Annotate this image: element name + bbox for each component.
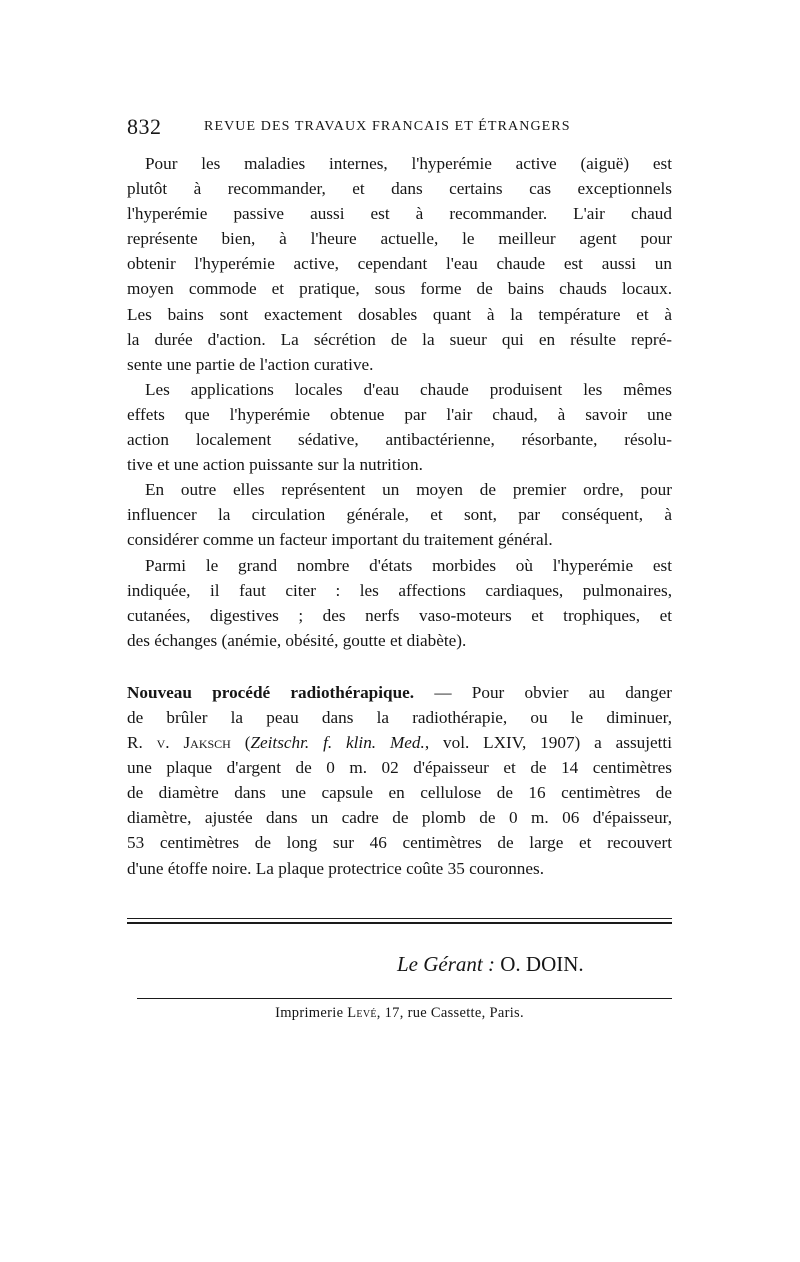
text-line: influencer la circulation générale, et sont, par conséquent, à (127, 505, 672, 525)
gerant-signature (397, 952, 584, 977)
text-line: de diamètre dans une capsule en cellulose de 16 centimètres de (127, 783, 672, 803)
text-line: considérer comme un facteur important du traitement général. (127, 530, 553, 550)
text-line: indiquée, il faut citer : les affections cardiaques, pulmonaires, (127, 580, 672, 600)
gerant-name: O. DOIN. (500, 952, 584, 976)
text-line: R. v. Jaksch (Zeitschr. f. klin. Med., vol. LXIV, 1907) a assujetti (127, 733, 672, 753)
gerant-label: Le Gérant : (397, 952, 495, 976)
article-body (127, 151, 672, 881)
text-line: d'une étoffe noire. La plaque protectrice coûte 35 couronnes. (127, 858, 545, 878)
colophon (127, 918, 672, 1028)
text-line: de brûler la peau dans la radiothérapie, ou le diminuer, (127, 707, 672, 727)
printer-prefix: Imprimerie (275, 1005, 344, 1021)
double-rule-top (127, 918, 672, 919)
text-line: En outre elles représentent un moyen de premier ordre, pour (145, 480, 672, 500)
text-line: une plaque d'argent de 0 m. 02 d'épaisseur et de 14 centimètres (127, 758, 672, 778)
printer-address: , 17, rue Cassette, Paris. (376, 1005, 524, 1021)
paragraph-circulation (127, 477, 672, 552)
paragraph-hot-water (127, 377, 672, 477)
text-line: représente bien, à l'heure actuelle, le meilleur agent pour (127, 229, 672, 249)
text-line: obtenir l'hyperémie active, cependant l'eau chaude est aussi un (127, 254, 672, 274)
text-line: Les applications locales d'eau chaude produisent les mêmes (145, 379, 672, 399)
text-line: action localement sédative, antibactérienne, résorbante, résolu- (127, 430, 672, 450)
printer-imprint (127, 1005, 672, 1022)
text-line: sente une partie de l'action curative. (127, 354, 374, 374)
text-line: Les bains sont exactement dosables quant à la température et à (127, 304, 672, 324)
text-line: la durée d'action. La sécrétion de la sueur qui en résulte repré- (127, 329, 672, 349)
section-gap (127, 653, 672, 680)
text-line: des échanges (anémie, obésité, goutte et diabète). (127, 630, 467, 650)
section-heading: Nouveau procédé radiothérapique. (127, 682, 415, 702)
text-line: cutanées, digestives ; des nerfs vaso-moteurs et trophiques, et (127, 605, 672, 625)
reference-continuation: , vol. LXIV, 1907) a assujetti (424, 733, 672, 753)
text-line: moyen commode et pratique, sous forme de bains chauds locaux. (127, 279, 672, 299)
text-line: diamètre, ajustée dans un cadre de plomb de 0 m. 06 d'épaisseur, (127, 808, 672, 828)
running-title: REVUE DES TRAVAUX FRANCAIS ET ÉTRANGERS (204, 119, 571, 134)
printer-name: Levé (347, 1005, 377, 1021)
page-header (127, 114, 672, 142)
text-line: Parmi le grand nombre d'états morbides où l'hyperémie est (145, 555, 672, 575)
heading-continuation: — Pour obvier au danger (414, 682, 672, 702)
paragraph-radiotherapy (127, 680, 672, 881)
text-line: l'hyperémie passive aussi est à recommander. L'air chaud (127, 204, 672, 224)
text-line: 53 centimètres de long sur 46 centimètres de large et recouvert (127, 833, 672, 853)
text-line: Pour les maladies internes, l'hyperémie active (aiguë) est (145, 154, 672, 173)
paragraph-hyperemia-internal (127, 151, 672, 377)
text-line: tive et une action puissante sur la nutrition. (127, 455, 423, 475)
journal-reference: Zeitschr. f. klin. Med. (250, 733, 425, 753)
printer-rule (137, 998, 672, 999)
double-rule-bottom (127, 922, 672, 924)
author-name: R. v. Jaksch (127, 733, 231, 753)
text-line: effets que l'hyperémie obtenue par l'air chaud, à savoir une (127, 404, 672, 424)
text-line: plutôt à recommander, et dans certains cas exceptionnels (127, 179, 672, 199)
paragraph-morbid-states (127, 553, 672, 653)
page-number: 832 (127, 114, 162, 139)
text-line (127, 680, 672, 705)
